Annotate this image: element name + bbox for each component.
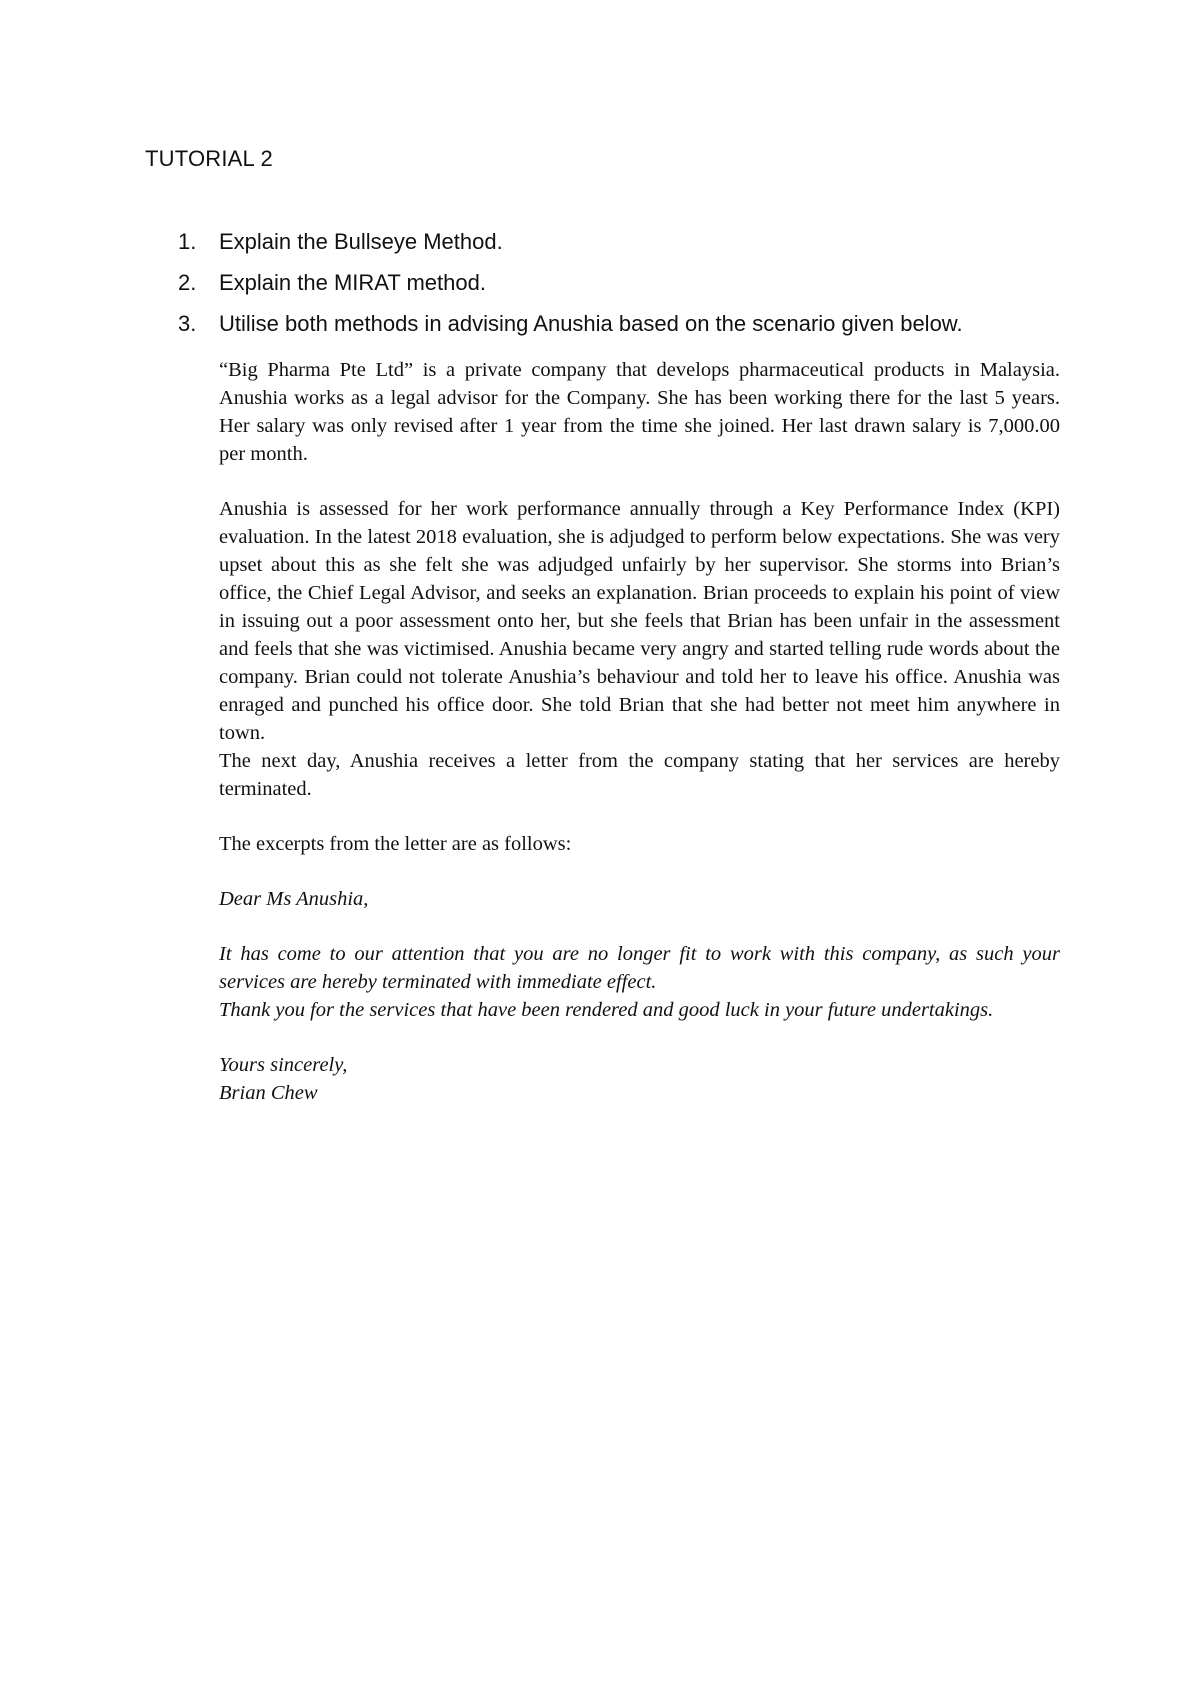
letter-closing: Yours sincerely, (219, 1054, 348, 1076)
question-item (178, 228, 1078, 269)
question-text: Explain the MIRAT method. (219, 270, 486, 295)
question-item (178, 310, 1078, 351)
question-item (178, 269, 1078, 310)
scenario-paragraph-termination: The next day, Anushia receives a letter from the company stating that her services are hereby terminated. (219, 750, 1060, 800)
letter-signature: Brian Chew (219, 1082, 318, 1104)
question-number: 3. (178, 311, 197, 336)
document-title: TUTORIAL 2 (145, 146, 273, 171)
paragraph-spacer (219, 858, 1060, 885)
letter-salutation: Dear Ms Anushia, (219, 888, 369, 910)
question-number: 2. (178, 270, 197, 295)
letter-body-termination: It has come to our attention that you are no longer fit to work with this company, as such your services are hereby terminated with immediate effect. (219, 943, 1060, 993)
letter-body-thanks: Thank you for the services that have been rendered and good luck in your future undertakings. (219, 999, 994, 1021)
paragraph-spacer (219, 803, 1060, 830)
scenario-paragraph-company: “Big Pharma Pte Ltd” is a private company that develops pharmaceutical products in Malaysia. Anushia works as a legal advisor for the Company. She has been working there for the last 5 years. Her salary was only revised after 1 year from the time she joined. Her last drawn salary is 7,000.00 per month. (219, 359, 1060, 465)
paragraph-spacer (219, 1024, 1060, 1051)
scenario-paragraph-incident: Anushia is assessed for her work performance annually through a Key Performance Index (KPI) evaluation. In the latest 2018 evaluation, she is adjudged to perform below expectations. She was very upset about this as she felt she was adjudged unfairly by her supervisor. She storms into Brian’s office, the Chief Legal Advisor, and seeks an explanation. Brian proceeds to explain his point of view in issuing out a poor assessment onto her, but she feels that Brian has been unfair in the assessment and feels that she was victimised. Anushia became very angry and started telling rude words about the company. Brian could not tolerate Anushia’s behaviour and told her to leave his office. Anushia was enraged and punched his office door. She told Brian that she had better not meet him anywhere in town. (219, 498, 1060, 744)
question-number: 1. (178, 229, 197, 254)
letter-excerpt-intro: The excerpts from the letter are as follows: (219, 833, 572, 855)
scenario-text (219, 356, 1060, 1107)
question-list (178, 228, 1078, 351)
question-text: Utilise both methods in advising Anushia based on the scenario given below. (219, 311, 963, 336)
question-text: Explain the Bullseye Method. (219, 229, 503, 254)
paragraph-spacer (219, 468, 1060, 495)
paragraph-spacer (219, 913, 1060, 940)
